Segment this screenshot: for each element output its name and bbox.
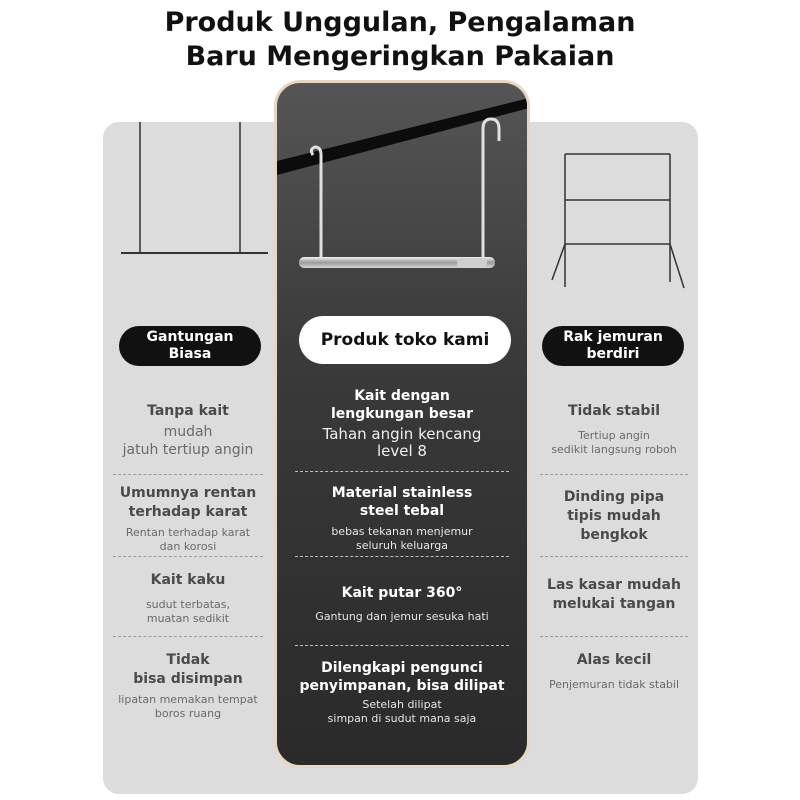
divider (113, 636, 263, 637)
row-sub: simpan di sudut mana saja (327, 712, 477, 725)
right-row-1 (530, 402, 698, 457)
row-sub: Gantung dan jemur sesuka hati (315, 610, 489, 623)
standing-rack-label (542, 326, 684, 366)
row-heading: Material stainless (331, 485, 473, 501)
row-heading: bengkok (580, 527, 648, 543)
row-sub: muatan sedikit (146, 612, 230, 625)
row-heading: Umumnya rentan (119, 485, 257, 501)
divider (113, 556, 263, 557)
row-heading: tipis mudah (567, 508, 661, 524)
row-heading: Tidak (166, 652, 210, 668)
row-sub: Rentan terhadap karat (125, 526, 251, 539)
row-heading: bisa disimpan (133, 671, 243, 687)
column-standing-rack (530, 122, 698, 794)
divider (295, 471, 509, 472)
row-sub: lipatan memakan tempat (118, 693, 258, 706)
title-line-2: Baru Mengeringkan Pakaian (185, 41, 615, 72)
row-sub: Tertiup angin (578, 429, 650, 442)
label-line: Biasa (168, 346, 212, 362)
row-heading: melukai tangan (552, 596, 676, 612)
row-heading: steel tebal (359, 503, 445, 519)
divider (295, 645, 509, 646)
divider (540, 556, 688, 557)
row-heading: Tanpa kait (147, 403, 229, 419)
label-line: Rak jemuran (563, 329, 663, 345)
row-sub: Tahan angin kencang (322, 425, 482, 443)
row-heading: Kait dengan (354, 388, 450, 404)
page-title (0, 6, 800, 74)
product-hanger-photo-icon (277, 83, 530, 293)
divider (113, 474, 263, 475)
row-sub: bebas tekanan menjemur (331, 525, 473, 538)
row-sub: dan korosi (159, 540, 217, 553)
row-heading: Las kasar mudah (547, 577, 681, 593)
standing-rack-illustration-icon (530, 122, 698, 302)
ordinary-hanger-label (119, 326, 261, 366)
center-row-3 (277, 584, 527, 624)
left-row-4 (103, 651, 273, 721)
label-line: berdiri (586, 346, 640, 362)
right-row-2 (530, 488, 698, 545)
right-row-3 (530, 576, 698, 614)
row-heading: Alas kecil (576, 652, 652, 668)
center-row-2 (277, 484, 527, 553)
our-product-card (274, 80, 530, 768)
row-heading: Dilengkapi pengunci (321, 660, 483, 676)
ordinary-hanger-illustration-icon (103, 122, 273, 282)
row-sub: mudah (163, 424, 213, 440)
row-heading: Tidak stabil (567, 403, 661, 419)
row-heading: Kait kaku (150, 572, 226, 588)
row-heading: terhadap karat (128, 504, 248, 520)
row-sub: level 8 (377, 442, 427, 460)
row-heading: Dinding pipa (563, 489, 665, 505)
label-line: Gantungan (146, 329, 234, 345)
row-sub: sedikit langsung roboh (551, 443, 677, 456)
row-sub: seluruh keluarga (355, 539, 449, 552)
row-heading: penyimpanan, bisa dilipat (299, 678, 505, 694)
row-sub: boros ruang (154, 707, 222, 720)
divider (540, 636, 688, 637)
left-row-1 (103, 402, 273, 459)
center-row-4 (277, 659, 527, 726)
center-row-1 (277, 387, 527, 460)
our-product-label: Produk toko kami (299, 316, 511, 364)
divider (540, 474, 688, 475)
left-row-2 (103, 484, 273, 554)
column-ordinary-hanger (103, 122, 273, 794)
title-line-1: Produk Unggulan, Pengalaman (164, 7, 636, 38)
row-heading: lengkungan besar (330, 406, 474, 422)
row-sub: Penjemuran tidak stabil (548, 678, 680, 691)
row-sub: Setelah dilipat (362, 698, 442, 711)
row-sub: sudut terbatas, (145, 598, 231, 611)
row-heading: Kait putar 360° (341, 585, 463, 601)
divider (295, 556, 509, 557)
row-sub: jatuh tertiup angin (122, 442, 254, 458)
left-row-3 (103, 571, 273, 626)
right-row-4 (530, 651, 698, 692)
